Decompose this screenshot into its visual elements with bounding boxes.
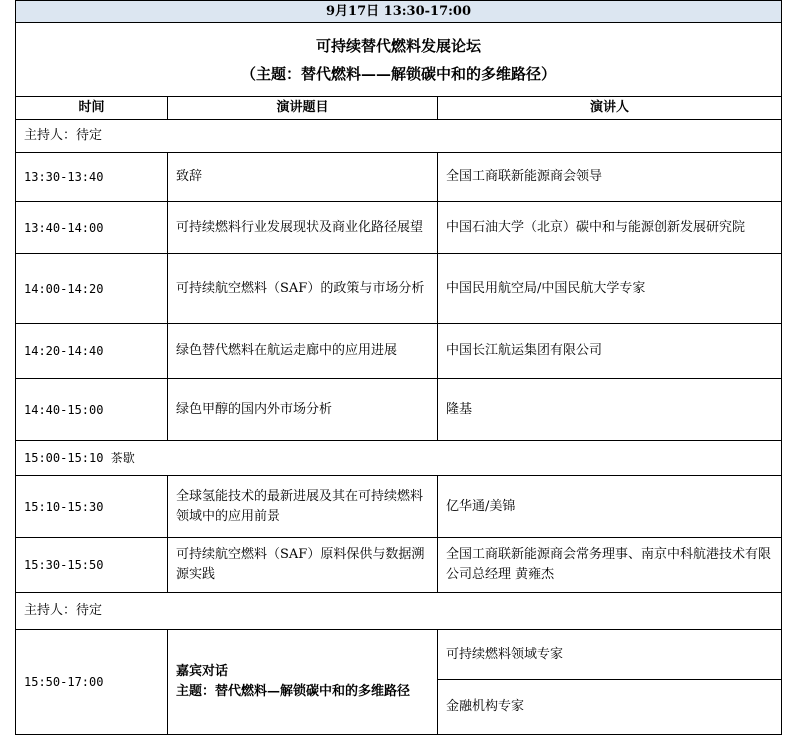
break-row: 15:00-15:10 茶歇: [16, 441, 782, 476]
row-speaker: 全国工商联新能源商会常务理事、南京中科航港技术有限公司总经理 黄雍杰: [438, 538, 782, 593]
row-speaker: 全国工商联新能源商会领导: [438, 153, 782, 202]
dialogue-row: [16, 630, 782, 680]
forum-title: 可持续替代燃料发展论坛: [316, 36, 482, 55]
row-topic: 致辞: [168, 153, 438, 202]
row-time: 14:00-14:20: [16, 254, 168, 324]
dialogue-speaker-1: 可持续燃料领域专家: [438, 630, 782, 680]
row-time: 13:40-14:00: [16, 202, 168, 254]
row-topic: 绿色替代燃料在航运走廊中的应用进展: [168, 324, 438, 379]
row-speaker: 中国长江航运集团有限公司: [438, 324, 782, 379]
dialogue-theme: 主题：替代燃料—解锁碳中和的多维路径: [176, 684, 411, 699]
row-time: 14:20-14:40: [16, 324, 168, 379]
row-time: 15:30-15:50: [16, 538, 168, 593]
agenda-table: [15, 0, 782, 735]
row-topic: 可持续燃料行业发展现状及商业化路径展望: [168, 202, 438, 254]
row-time: 15:10-15:30: [16, 476, 168, 538]
forum-theme: （主题：替代燃料——解锁碳中和的多维路径）: [241, 64, 557, 83]
row-topic: 可持续航空燃料（SAF）的政策与市场分析: [168, 254, 438, 324]
table-row: [16, 202, 782, 254]
table-row: [16, 254, 782, 324]
table-row: [16, 324, 782, 379]
col-header-speaker: 演讲人: [438, 97, 782, 120]
row-speaker: 中国民用航空局/中国民航大学专家: [438, 254, 782, 324]
col-header-time: 时间: [16, 97, 168, 120]
dialogue-topic-cell: [168, 630, 438, 735]
forum-title-cell: [16, 23, 782, 97]
host-row: 主持人：待定: [16, 120, 782, 153]
table-row: [16, 476, 782, 538]
row-topic: 可持续航空燃料（SAF）原料保供与数据溯源实践: [168, 538, 438, 593]
row-speaker: 亿华通/美锦: [438, 476, 782, 538]
table-row: [16, 153, 782, 202]
row-topic: 绿色甲醇的国内外市场分析: [168, 379, 438, 441]
host-row: 主持人：待定: [16, 593, 782, 630]
dialogue-title: 嘉宾对话: [176, 664, 229, 679]
row-speaker: 隆基: [438, 379, 782, 441]
table-row: [16, 379, 782, 441]
row-time: 14:40-15:00: [16, 379, 168, 441]
dialogue-time: 15:50-17:00: [16, 630, 168, 735]
table-row: [16, 538, 782, 593]
col-header-topic: 演讲题目: [168, 97, 438, 120]
row-time: 13:30-13:40: [16, 153, 168, 202]
row-speaker: 中国石油大学（北京）碳中和与能源创新发展研究院: [438, 202, 782, 254]
row-topic: 全球氢能技术的最新进展及其在可持续燃料领域中的应用前景: [168, 476, 438, 538]
session-date: 9月17日 13:30-17:00: [16, 1, 782, 23]
dialogue-speaker-2: 金融机构专家: [438, 680, 782, 735]
